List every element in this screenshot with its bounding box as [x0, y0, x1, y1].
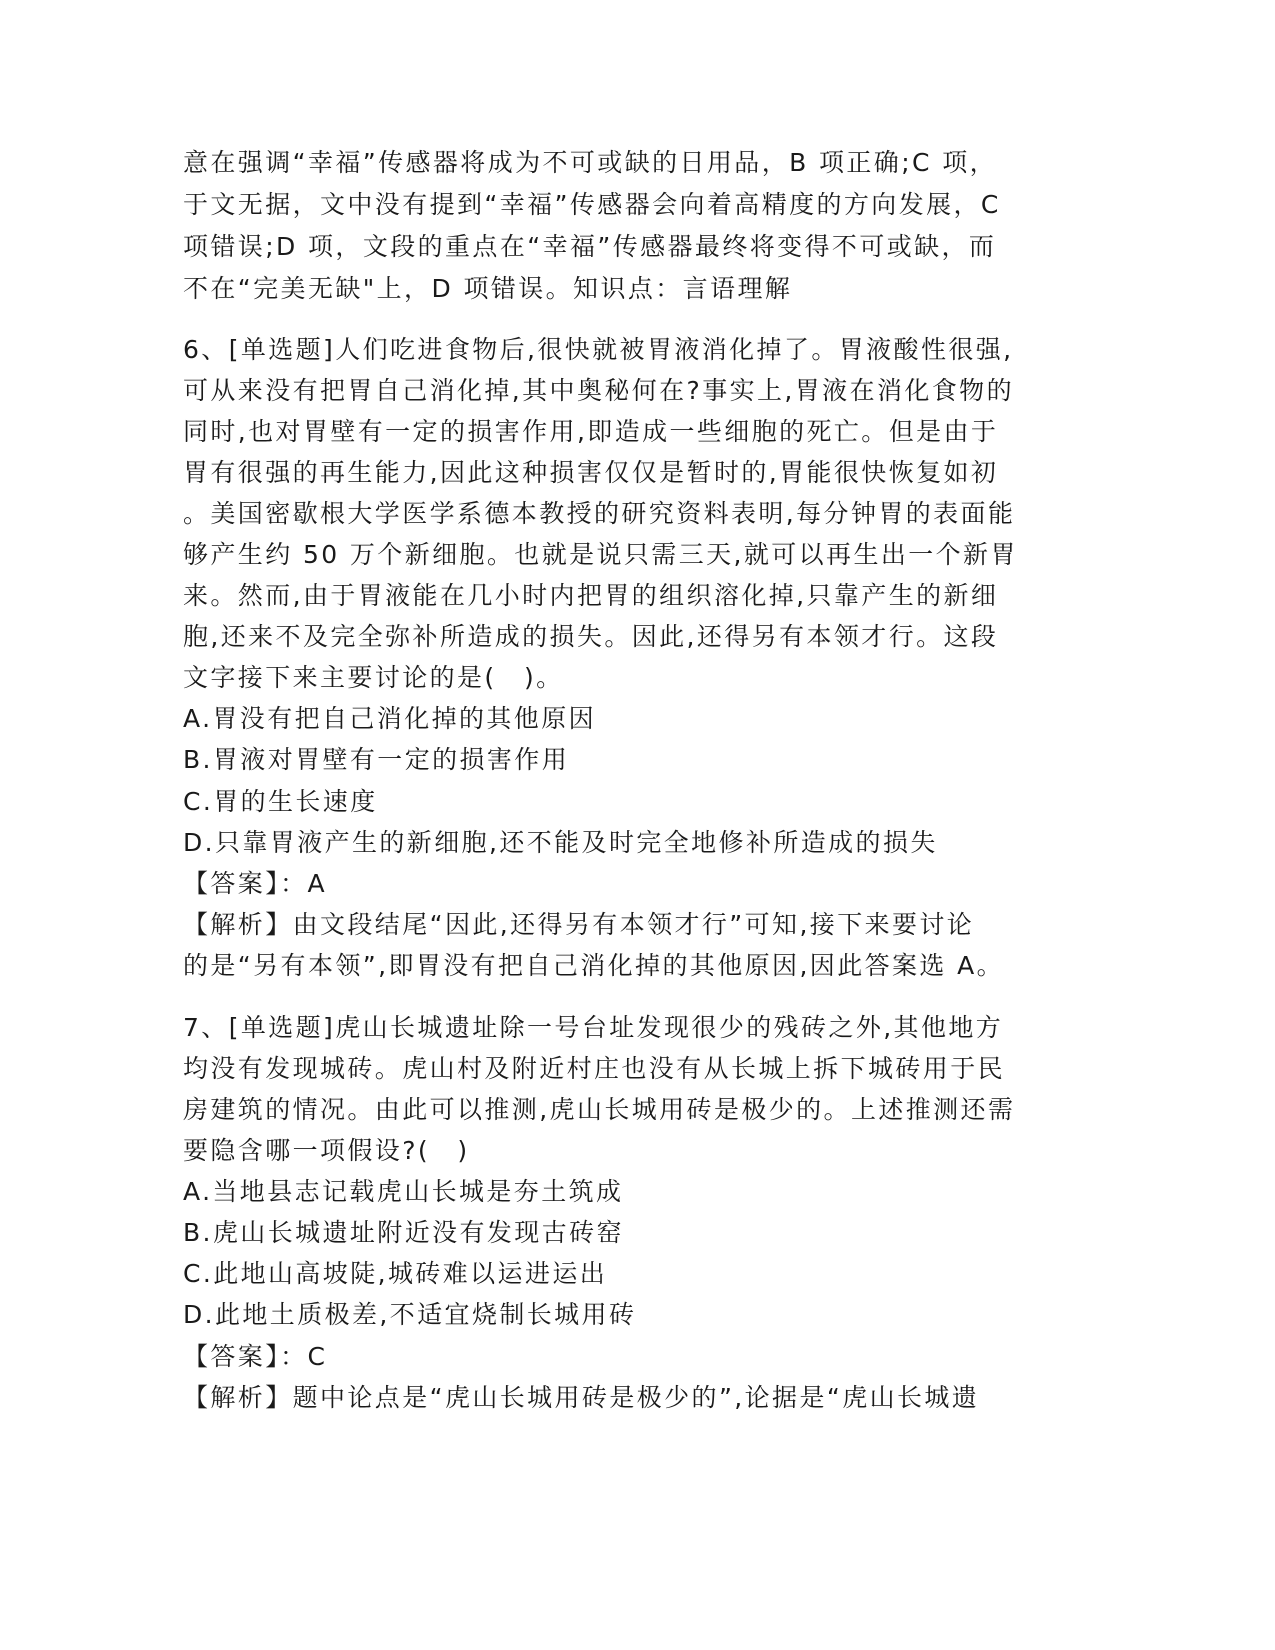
- q6-explanation-line-1: 【解析】由文段结尾“因此,还得另有本领才行”可知,接下来要讨论: [183, 910, 975, 939]
- q7-option-b: B.虎山长城遗址附近没有发现古砖窑: [183, 1218, 624, 1247]
- q6-stem-line-1: 6、[单选题]人们吃进食物后,很快就被胃液消化掉了。胃液酸性很强,: [183, 335, 1014, 364]
- q7-option-d: D.此地土质极差,不适宜烧制长城用砖: [183, 1300, 637, 1329]
- prev-explanation-line-4: 不在“完美无缺"上，D 项错误。知识点：言语理解: [183, 274, 793, 303]
- q7-stem-line-2: 均没有发现城砖。虎山村及附近村庄也没有从长城上拆下城砖用于民: [183, 1054, 1006, 1083]
- q6-stem-line-6: 够产生约 50 万个新细胞。也就是说只需三天,就可以再生出一个新胃: [183, 540, 1018, 569]
- prev-explanation-line-2: 于文无据，文中没有提到“幸福”传感器会向着高精度的方向发展，C: [183, 190, 1001, 219]
- q7-stem-line-1: 7、[单选题]虎山长城遗址除一号台址发现很少的残砖之外,其他地方: [183, 1013, 1004, 1042]
- prev-explanation-line-3: 项错误;D 项，文段的重点在“幸福”传感器最终将变得不可或缺，而: [183, 232, 997, 261]
- q7-stem-line-3: 房建筑的情况。由此可以推测,虎山长城用砖是极少的。上述推测还需: [183, 1095, 1016, 1124]
- q6-stem-line-7: 来。然而,由于胃液能在几小时内把胃的组织溶化掉,只靠产生的新细: [183, 581, 999, 610]
- q7-stem-line-4: 要隐含哪一项假设?( ): [183, 1136, 470, 1165]
- q6-option-c: C.胃的生长速度: [183, 787, 378, 816]
- q6-option-d: D.只靠胃液产生的新细胞,还不能及时完全地修补所造成的损失: [183, 828, 938, 857]
- q6-stem-line-3: 同时,也对胃壁有一定的损害作用,即造成一些细胞的死亡。但是由于: [183, 417, 999, 446]
- prev-explanation-line-1: 意在强调“幸福”传感器将成为不可或缺的日用品，B 项正确;C 项，: [183, 148, 998, 177]
- q6-stem-line-5: 。美国密歇根大学医学系德本教授的研究资料表明,每分钟胃的表面能: [183, 499, 1016, 528]
- q7-option-a: A.当地县志记载虎山长城是夯土筑成: [183, 1177, 624, 1206]
- q6-option-a: A.胃没有把自己消化掉的其他原因: [183, 704, 597, 733]
- q7-option-c: C.此地山高坡陡,城砖难以运进运出: [183, 1259, 608, 1288]
- q6-answer: 【答案】：A: [183, 869, 328, 898]
- q6-stem-line-2: 可从来没有把胃自己消化掉,其中奥秘何在?事实上,胃液在消化食物的: [183, 376, 1014, 405]
- q6-stem-line-8: 胞,还来不及完全弥补所造成的损失。因此,还得另有本领才行。这段: [183, 622, 999, 651]
- q6-stem-line-9: 文字接下来主要讨论的是( )。: [183, 663, 564, 692]
- q6-explanation-line-2: 的是“另有本领”,即胃没有把自己消化掉的其他原因,因此答案选 A。: [183, 951, 1005, 980]
- q6-stem-line-4: 胃有很强的再生能力,因此这种损害仅仅是暂时的,胃能很快恢复如初: [183, 458, 999, 487]
- q6-option-b: B.胃液对胃壁有一定的损害作用: [183, 745, 570, 774]
- q7-answer: 【答案】：C: [183, 1342, 328, 1371]
- q7-explanation-line-1: 【解析】题中论点是“虎山长城用砖是极少的”,论据是“虎山长城遗: [183, 1383, 980, 1412]
